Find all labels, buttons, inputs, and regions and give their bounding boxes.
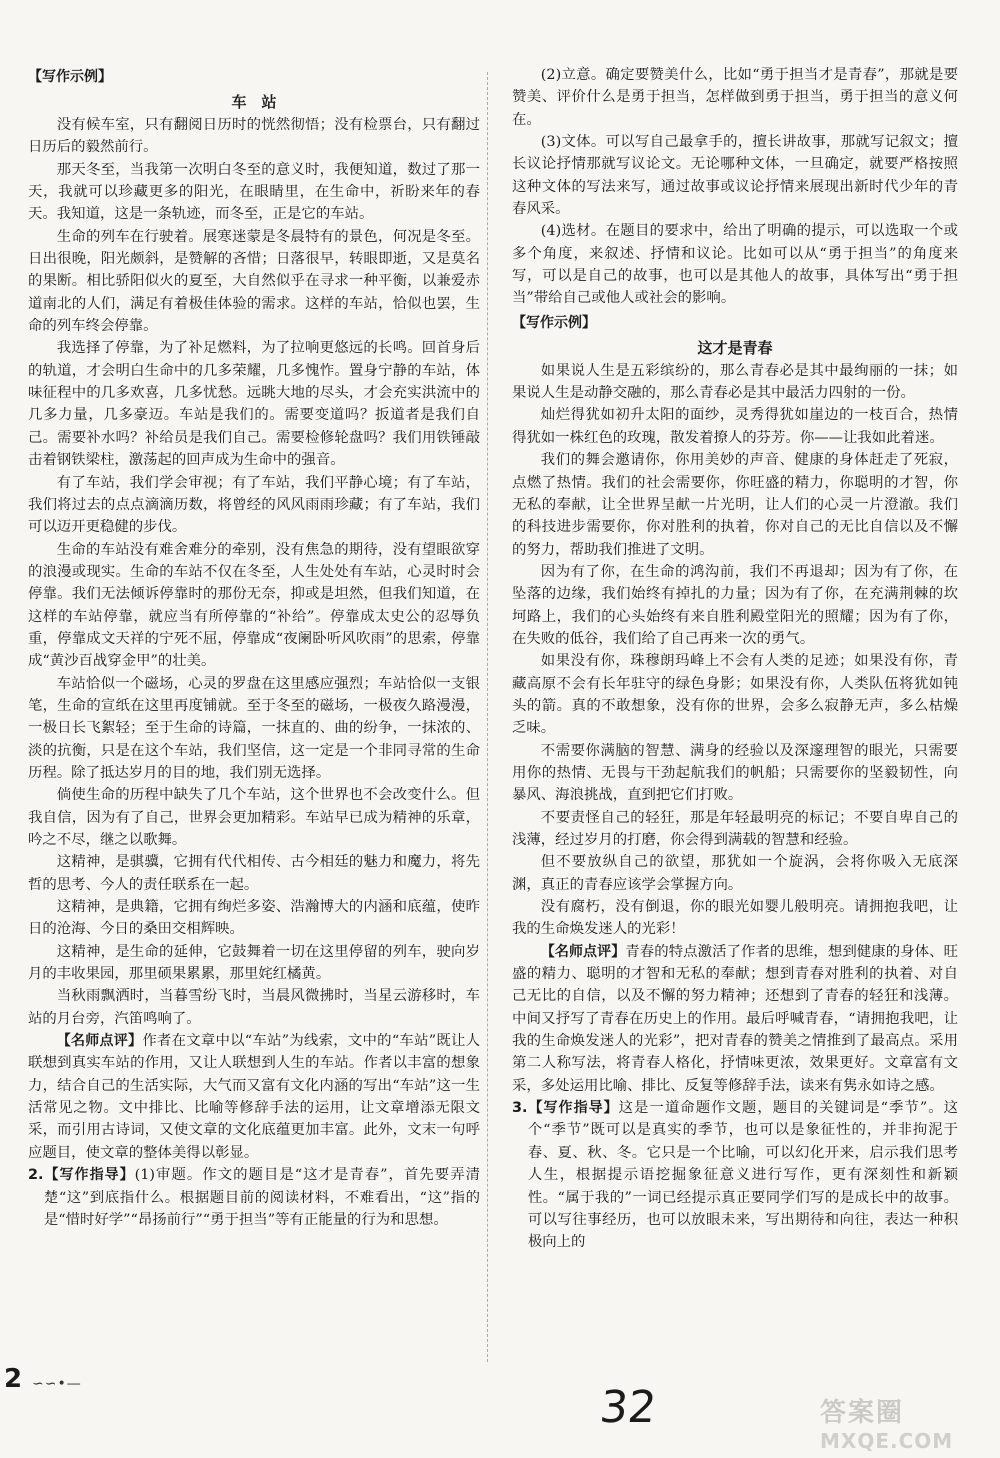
essay-paragraph: 因为有了你，在生命的鸿沟前，我们不再退却；因为有了你，在坠落的边缘，我们始终有掉扎的力量；因为有了你，在充满荆棘的坎坷路上，我们的心头始终有来自胜利殿堂阳光的照耀；因为有了你，在失败的低谷，我们给了自己再来一次的勇气。 (512, 563, 958, 647)
section-tag (512, 312, 958, 334)
essay-paragraph: 灿烂得犹如初升太阳的面纱，灵秀得犹如崖边的一枝百合，热情得犹如一株红色的玫瑰，散发着撩人的芬芳。你——让我如此着迷。 (512, 407, 958, 446)
comment-text: 作者在文章中以“车站”为线索，文中的“车站”既让人联想到真实车站的作用，又让人联想到人生的车站。作者以丰富的想象力，结合自己的生活实际，大气而又富有文化内涵的写出“车站”这一生活常见之物。文中排比、比喻等修辞手法的运用，让文章增添无限文采，而引用古诗词，又使文章的文化底蕴更加丰富。此外，文末一句呼应题目，使文章的整体美得以彰显。 (28, 1033, 480, 1161)
essay-title: 车 站 (231, 93, 277, 111)
ornament-icon: ∽∽•— (32, 1376, 82, 1392)
essay-paragraph: 这精神，是骐骥，它拥有代代相传、古今相廷的魅力和魔力，将先哲的思考、今人的责任联系在一起。 (28, 854, 480, 893)
essay-paragraph: 生命的车站没有难舍难分的牵别，没有焦急的期待，没有望眼欲穿的浪漫或现实。生命的车站不仅在冬至，人生处处有车站，心灵时时会停靠。我们无法倾诉停靠时的那份无奈，抑或是坦然，但我们知道，在这样的车站停靠，就应当有所停靠的“补给”。停靠成太史公的忍辱负重，停靠成文天祥的宁死不屈，停靠成“夜阑卧听风吹雨”的思索，停靠成“黄沙百战穿金甲”的壮美。 (28, 541, 480, 670)
teacher-comment (28, 1030, 480, 1164)
essay-title: 这才是青春 (697, 338, 773, 357)
essay-paragraph: 生命的列车在行驶着。展寒迷蒙是冬晨特有的景色，何况是冬至。日出很晚，阳光颇斜，是赞解的吝惜；日落很早，转眼即逝，又是莫名的果断。相比骄阳似火的夏至，大自然似乎在寻求一种平衡，以兼爱赤道南北的人们，满足有着极佳体验的需求。这样的车站，恰似也罢，生命的列车终会停靠。 (28, 228, 480, 335)
essay-paragraph: 我选择了停靠，为了补足燃料，为了拉响更悠远的长鸣。回首身后的轨道，才会明白生命中的几多荣耀，几多愧怍。置身宁静的车站，体味征程中的几多欢喜，几多忧愁。远眺大地的尽头，才会充实洪流中的几多力量，几多豪迈。车站是我们的。需要变道吗？扳道者是我们自己。需要补水吗？补给员是我们自己。需要检修轮盘吗？我们用铁锤敲击着钢铁梁柱，激荡起的回声成为生命中的强音。 (28, 340, 480, 469)
essay-paragraph: 那天冬至，当我第一次明白冬至的意义时，我便知道，数过了那一天，我就可以珍藏更多的阳光，在眼睛里，在生命中，祈盼来年的春天。我知道，这是一条轨迹，而冬至，正是它的车站。 (28, 161, 480, 223)
essay-paragraph: 没有腐朽，没有倒退，你的眼光如婴儿般明亮。请拥抱我吧，让我的生命焕发迷人的光彩！ (512, 899, 958, 938)
watermark-url: MXQE.COM (820, 1429, 954, 1453)
guide-label: 【写作指导】 (43, 1167, 135, 1184)
essay-paragraph: 不要责怪自己的轻狂，那是年轻最明亮的标记；不要自卑自己的浅薄，经过岁月的打磨，你会得到满载的智慧和经验。 (512, 809, 958, 848)
guide-paragraph: (4)选材。在题目的要求中，给出了明确的提示，可以选取一个或多个角度，来叙述、抒情和议论。比如可以从“勇于担当”的角度来写，可以是自己的故事，也可以是其他人的故事，具体写出“勇于担当”带给自己或他人或社会的影响。 (512, 223, 958, 307)
section-tag (28, 66, 480, 88)
teacher-comment (512, 941, 958, 1097)
essay-paragraph: 如果说人生是五彩缤纷的，那么青春必是其中最绚丽的一抹；如果说人生是动静交融的，那么青春必是其中最活力四射的一份。 (512, 362, 958, 402)
right-column (512, 64, 958, 1254)
guide-paragraph: (2)立意。确定要赞美什么，比如“勇于担当才是青春”，那就是要赞美、评价什么是勇于担当，怎样做到勇于担当，勇于担当的意义何在。 (512, 67, 958, 128)
left-column (28, 64, 480, 1231)
essay-paragraph: 倘使生命的历程中缺失了几个车站，这个世界也不会改变什么。但我自信，因为有了自己，世界会更加精彩。车站早已成为精神的乐章，吟之不尽，继之以歌舞。 (28, 787, 480, 848)
essay-paragraph: 这精神，是生命的延伸，它鼓舞着一切在这里停留的列车，驶向岁月的丰收果园，那里硕果累累，那里姹红橘黄。 (28, 943, 480, 983)
item-3 (512, 1097, 958, 1253)
column-divider (487, 72, 488, 1362)
essay-paragraph: 当秋雨飘洒时，当暮雪纷飞时，当晨风微拂时，当星云游移时，车站的月台旁，汽笛鸣响了。 (28, 988, 480, 1027)
item-text: 这是一道命题作文题，题目的关键词是“季节”。这个“季节”既可以是真实的季节，也可以是象征性的，并非拘泥于春、夏、秋、冬。它只是一个比喻，可以幻化开来，启示我们思考人生，根据提示语挖掘象征意义进行写作，更有深刻性和新颖性。“属于我的”一词已经提示真正要同学们写的是成长中的故事。可以写往事经历，也可以放眼未来，写出期待和向往，表达一种积极向上的 (527, 1100, 959, 1251)
essay-paragraph: 这精神，是典籍，它拥有绚烂多姿、浩瀚博大的内涵和底蕴，使昨日的沧海、今日的桑田交相辉映。 (28, 899, 480, 938)
handwritten-number: 32 (597, 1382, 659, 1433)
sample-tag-label: 【写作示例】 (28, 69, 112, 85)
item-number: 3. (512, 1100, 528, 1117)
essay-paragraph: 但不要放纵自己的欲望，那犹如一个旋涡，会将你吸入无底深渊，真正的青春应该学会掌握方向。 (512, 854, 958, 893)
guide-label: 【写作指导】 (527, 1100, 619, 1117)
essay-paragraph: 有了车站，我们学会审视；有了车站，我们平静心境；有了车站，我们将过去的点点滴滴历数，将曾经的风风雨雨珍藏；有了车站，我们可以迈开更稳健的步伐。 (28, 474, 480, 536)
comment-text: 青春的特点激活了作者的思维，想到健康的身体、旺盛的精力、聪明的才智和无私的奉献；想到青春对胜利的执着、对自己无比的自信，以及不懈的努力精神；还想到了青春的轻狂和浅薄。中间又抒写了青春在历史上的作用。最后呼喊青春，“请拥抱我吧，让我的生命焕发迷人的光彩”，把对青春的赞美之情推到了最高点。采用第二人称写法，将青春人格化，抒情味更浓，效果更好。文章富有文采，多处运用比喻、排比、反复等修辞手法，读来有隽永如诗之感。 (512, 943, 958, 1094)
guide-paragraph: (3)文体。可以写自己最拿手的，擅长讲故事，那就写记叙文；擅长议论抒情那就写议论文。无论哪种文体，一旦确定，就要严格按照这种文体的写法来写，通过故事或议论抒情来展现出新时代少年的青春风采。 (512, 134, 958, 218)
item-2 (28, 1164, 480, 1231)
comment-label: 【名师点评】 (540, 943, 626, 960)
comment-label: 【名师点评】 (56, 1033, 143, 1050)
item-number: 2. (28, 1167, 44, 1184)
essay-paragraph: 车站恰似一个磁场，心灵的罗盘在这里感应强烈；车站恰似一支银笔，生命的宣纸在这里再度铺就。至于冬至的磁场，一极夜久路漫漫，一极日长飞絮轻；至于生命的诗篇，一抹直的、曲的纷争，一抹浓的、淡的抗衡，只是在这个车站，我们坚信，这一定是一个非同寻常的生命历程。除了抵达岁月的目的地，我们别无选择。 (28, 675, 480, 781)
sample-tag-label: 【写作示例】 (512, 314, 596, 331)
watermark-logo-text: 答案圈 (820, 1398, 905, 1428)
site-watermark (820, 1392, 990, 1452)
page-number: 2 (4, 1364, 23, 1394)
essay-paragraph: 没有候车室，只有翻阅日历时的恍然彻悟；没有检票台，只有翻过日历后的毅然前行。 (28, 117, 480, 156)
essay-paragraph: 我们的舞会邀请你，你用美妙的声音、健康的身体赶走了死寂，点燃了热情。我们的社会需要你，你旺盛的精力，你聪明的才智，你无私的奉献，让全世界呈献一片光明，让人们的心灵一片澄澈。我们的科技进步需要你，你对胜利的执着，你对自己的无比自信以及不懈的努力，帮助我们推进了文明。 (512, 452, 958, 558)
item-text: (1)审题。作文的题目是“这才是青春”，首先要弄清楚“这”到底指什么。根据题目前的阅读材料，不难看出，“这”指的是“惜时好学”“昂扬前行”“勇于担当”等有正能量的行为和思想。 (43, 1167, 481, 1228)
essay-paragraph: 不需要你满脑的智慧、满身的经验以及深邃理智的眼光，只需要用你的热情、无畏与干劲起航我们的帆船；只需要你的坚毅韧性，向暴风、海浪挑战，直到把它们打败。 (512, 742, 958, 804)
essay-paragraph: 如果没有你，珠穆朗玛峰上不会有人类的足迹；如果没有你，青藏高原不会有长年驻守的绿色身影；如果没有你，人类队伍将犹如钝头的箭。真的不敢想象，没有你的世界，会多么寂静无声，多么枯燥乏味。 (512, 653, 958, 737)
